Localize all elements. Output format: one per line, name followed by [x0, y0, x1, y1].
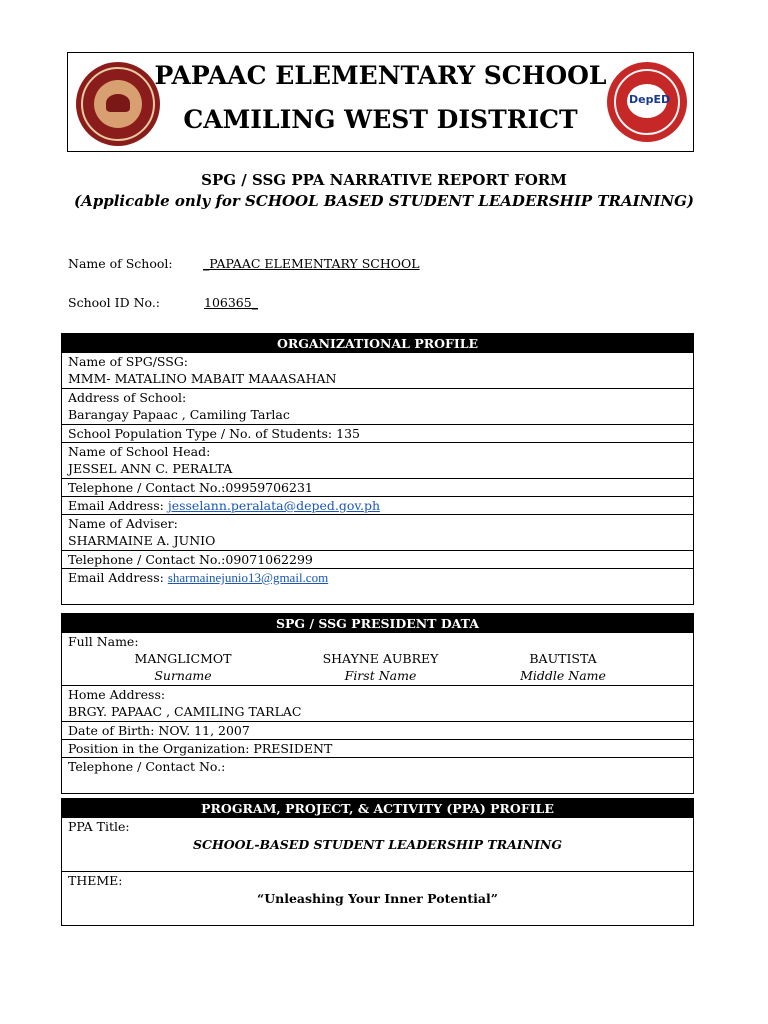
school-address-value: Barangay Papaac , Camiling Tarlac [68, 407, 290, 422]
surname-caption: Surname [154, 668, 212, 683]
spg-name-value: MMM- MATALINO MABAIT MAAASAHAN [68, 371, 337, 386]
deped-seal-text: DepED [629, 93, 671, 106]
form-title: SPG / SSG PPA NARRATIVE REPORT FORM [201, 171, 567, 189]
date-of-birth: Date of Birth: NOV. 11, 2007 [62, 722, 694, 740]
form-subtitle: (Applicable only for SCHOOL BASED STUDENT LEADERSHIP TRAINING) [74, 192, 694, 210]
school-address-cell [62, 389, 694, 425]
surname-value: MANGLICMOT [134, 651, 232, 666]
ppa-title-value: SCHOOL-BASED STUDENT LEADERSHIP TRAINING [192, 837, 563, 852]
deped-seal-icon [607, 62, 687, 142]
adviser-email-cell [62, 569, 694, 605]
first-name-caption: First Name [344, 668, 417, 683]
theme-label: THEME: [68, 873, 123, 888]
school-head-cell [62, 443, 694, 479]
adviser-value: SHARMAINE A. JUNIO [68, 533, 216, 548]
school-name-label: Name of School: [68, 256, 173, 271]
adviser-email-label: Email Address: [68, 570, 168, 585]
ppa-title-cell [62, 818, 694, 872]
school-head-phone: Telephone / Contact No.:09959706231 [62, 479, 694, 497]
letterhead [67, 52, 694, 152]
school-head-email-link[interactable]: jesselann.peralata@deped.gov.ph [167, 498, 381, 513]
adviser-email-link[interactable]: sharmainejunio13@gmail.com [167, 570, 329, 585]
home-address-cell [62, 686, 694, 722]
school-head-value: JESSEL ANN C. PERALTA [68, 461, 233, 476]
school-id-value: 106365_ [204, 295, 258, 310]
spg-name-cell [62, 353, 694, 389]
school-population: School Population Type / No. of Students: 135 [62, 425, 694, 443]
adviser-cell [62, 515, 694, 551]
ppa-profile-table [61, 798, 694, 926]
school-id-label: School ID No.: [68, 295, 160, 310]
president-data-table [61, 613, 694, 794]
theme-value: “Unleashing Your Inner Potential” [257, 891, 498, 906]
theme-cell [62, 872, 694, 926]
fullname-label: Full Name: [68, 634, 139, 649]
school-head-email-label: Email Address: [68, 498, 168, 513]
adviser-phone: Telephone / Contact No.:09071062299 [62, 551, 694, 569]
position-in-org: Position in the Organization: PRESIDENT [62, 740, 694, 758]
school-head-email-cell [62, 497, 694, 515]
spg-name-label: Name of SPG/SSG: [68, 354, 189, 369]
middle-name-caption: Middle Name [520, 668, 606, 683]
adviser-label: Name of Adviser: [68, 516, 178, 531]
school-head-label: Name of School Head: [68, 444, 211, 459]
middle-name-value: BAUTISTA [529, 651, 597, 666]
org-profile-header: ORGANIZATIONAL PROFILE [62, 334, 694, 353]
school-name-value: _PAPAAC ELEMENTARY SCHOOL [203, 256, 420, 271]
home-address-label: Home Address: [68, 687, 166, 702]
president-phone: Telephone / Contact No.: [62, 758, 694, 794]
district-title: CAMILING WEST DISTRICT [183, 105, 578, 134]
fullname-cell [62, 633, 694, 686]
ppa-header: PROGRAM, PROJECT, & ACTIVITY (PPA) PROFILE [62, 799, 694, 818]
organizational-profile-table [61, 333, 694, 605]
school-address-label: Address of School: [68, 390, 187, 405]
ppa-title-label: PPA Title: [68, 819, 130, 834]
first-name-value: SHAYNE AUBREY [322, 651, 439, 666]
home-address-value: BRGY. PAPAAC , CAMILING TARLAC [68, 704, 302, 719]
president-header: SPG / SSG PRESIDENT DATA [62, 614, 694, 633]
school-title: PAPAAC ELEMENTARY SCHOOL [154, 61, 607, 90]
